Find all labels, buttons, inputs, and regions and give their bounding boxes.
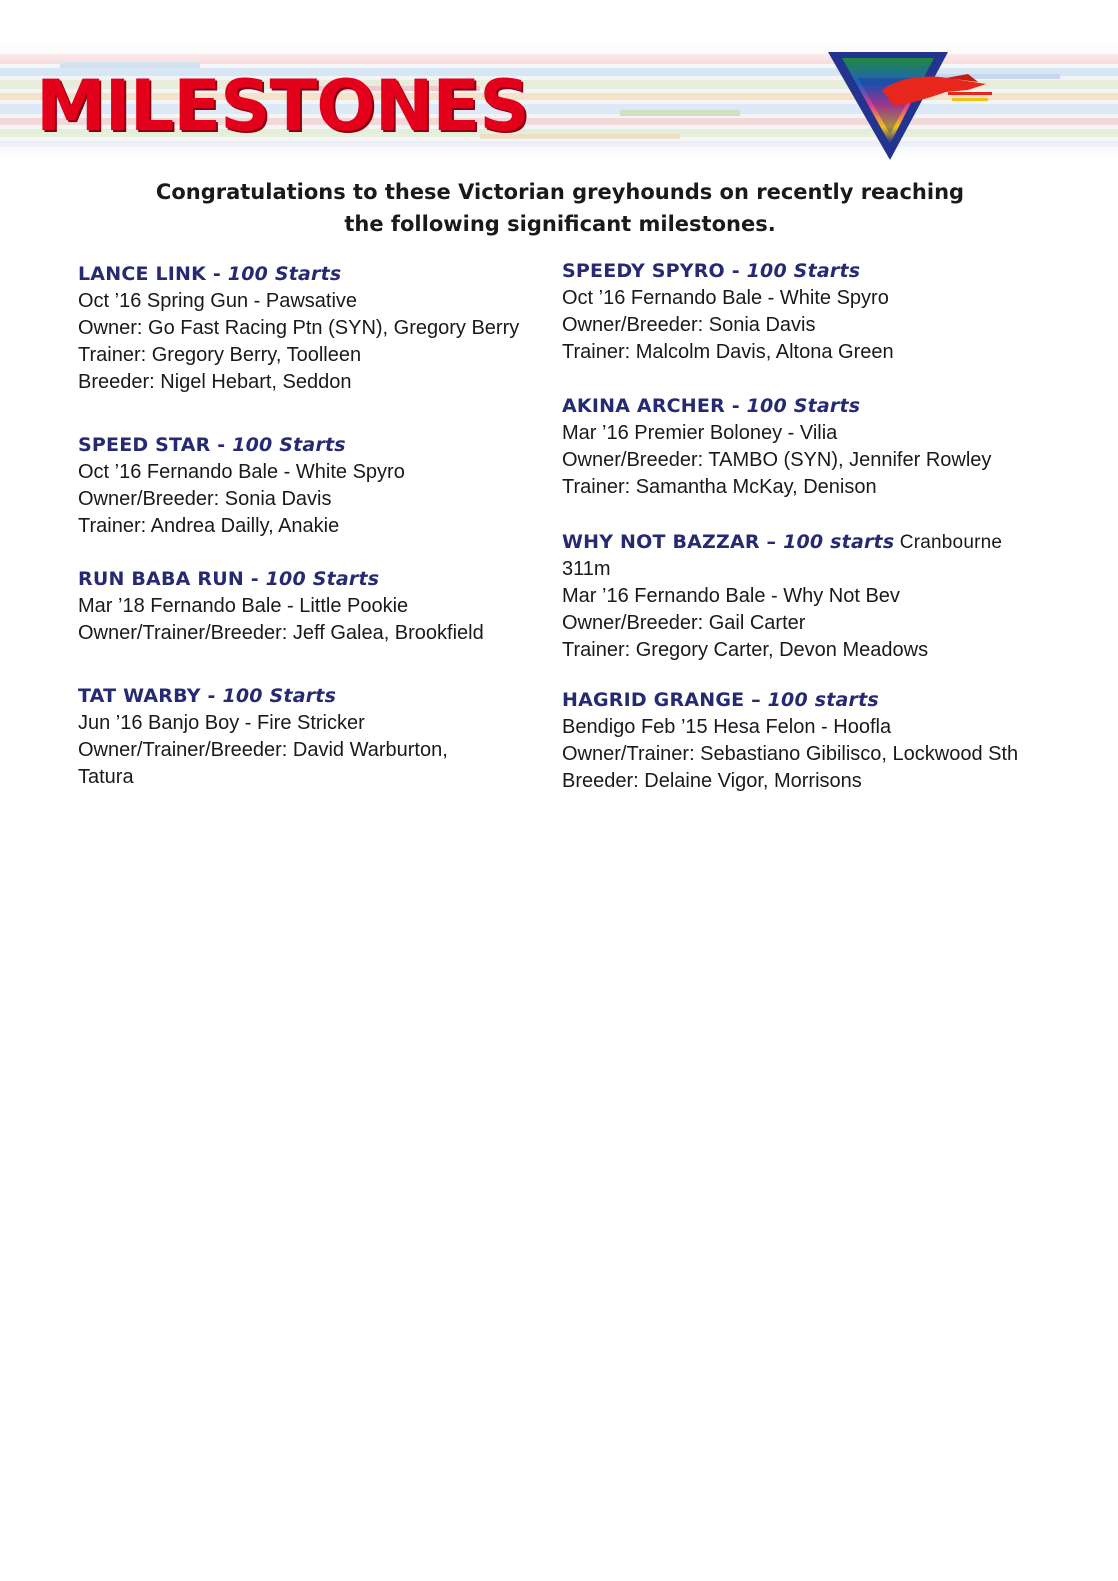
milestone-heading (562, 687, 1018, 714)
greyhound-name: SPEED STAR - (78, 434, 233, 456)
intro-text (140, 176, 980, 240)
milestone-starts: 100 Starts (232, 434, 346, 456)
detail-line: Owner/Breeder: TAMBO (SYN), Jennifer Rowley (562, 449, 992, 471)
milestone-starts: 100 Starts (227, 263, 342, 285)
milestone-entry (562, 687, 1018, 795)
detail-line: Trainer: Gregory Carter, Devon Meadows (562, 639, 929, 661)
detail-line: Bendigo Feb ’15 Hesa Felon - Hoofla (562, 716, 892, 738)
greyhound-name: SPEEDY SPYRO - (562, 260, 747, 282)
detail-line: Owner/Breeder: Sonia Davis (78, 488, 332, 510)
detail-line: Trainer: Gregory Berry, Toolleen (78, 344, 362, 366)
detail-line: 311m (562, 558, 611, 580)
header-banner (0, 40, 1118, 162)
greyhound-name: AKINA ARCHER - (562, 395, 747, 417)
greyhound-name: WHY NOT BAZZAR – (562, 531, 784, 553)
detail-line: Owner/Breeder: Sonia Davis (562, 314, 816, 336)
milestone-starts: 100 starts (767, 689, 879, 711)
detail-line: Trainer: Malcolm Davis, Altona Green (562, 341, 894, 363)
milestone-entry (562, 393, 991, 501)
detail-line: Trainer: Samantha McKay, Denison (562, 476, 877, 498)
milestone-entry (78, 683, 448, 791)
detail-line: Oct ’16 Fernando Bale - White Spyro (78, 461, 405, 483)
detail-line: Mar ’18 Fernando Bale - Little Pookie (78, 595, 409, 617)
milestone-entry (78, 566, 484, 647)
milestone-heading (78, 683, 448, 710)
greyhound-name: TAT WARBY - (78, 685, 223, 707)
detail-line: Oct ’16 Fernando Bale - White Spyro (562, 287, 889, 309)
milestone-entry (78, 261, 519, 396)
milestone-heading (78, 261, 519, 288)
detail-line: Owner/Trainer/Breeder: Jeff Galea, Brookfield (78, 622, 484, 644)
detail-line: Mar ’16 Premier Boloney - Vilia (562, 422, 838, 444)
greyhound-name: LANCE LINK - (78, 263, 228, 285)
detail-line: Owner/Trainer/Breeder: David Warburton, (78, 739, 448, 761)
milestone-entry (562, 258, 894, 366)
detail-line: Oct ’16 Spring Gun - Pawsative (78, 290, 358, 312)
detail-line: Mar ’16 Fernando Bale - Why Not Bev (562, 585, 900, 607)
detail-line: Trainer: Andrea Dailly, Anakie (78, 515, 340, 537)
detail-line: Breeder: Nigel Hebart, Seddon (78, 371, 352, 393)
detail-line: Owner: Go Fast Racing Ptn (SYN), Gregory Berry (78, 317, 520, 339)
greyhound-name: HAGRID GRANGE – (562, 689, 768, 711)
detail-line: Breeder: Delaine Vigor, Morrisons (562, 770, 862, 792)
victoria-greyhound-v-logo-icon (828, 48, 1003, 160)
milestone-heading (78, 566, 484, 593)
intro-line-2: the following significant milestones. (344, 212, 776, 236)
milestone-entry (562, 529, 1002, 664)
page-title: MILESTONES (36, 65, 529, 147)
intro-line-1: Congratulations to these Victorian greyhounds on recently reaching (155, 180, 965, 204)
detail-line: Jun ’16 Banjo Boy - Fire Stricker (78, 712, 365, 734)
milestone-heading (78, 432, 405, 459)
milestone-heading (562, 258, 894, 285)
milestone-heading (562, 529, 1002, 556)
milestone-starts: 100 Starts (222, 685, 337, 707)
milestone-heading (562, 393, 991, 420)
track-location: Cranbourne (894, 532, 1003, 553)
greyhound-name: RUN BABA RUN - (78, 568, 266, 590)
milestone-starts: 100 starts (783, 531, 895, 553)
detail-line: Owner/Trainer: Sebastiano Gibilisco, Lockwood Sth (562, 743, 1019, 765)
milestone-starts: 100 Starts (746, 395, 861, 417)
detail-line: Tatura (78, 766, 134, 788)
detail-line: Owner/Breeder: Gail Carter (562, 612, 806, 634)
milestone-starts: 100 Starts (746, 260, 861, 282)
milestone-starts: 100 Starts (265, 568, 380, 590)
milestone-entry (78, 432, 405, 540)
